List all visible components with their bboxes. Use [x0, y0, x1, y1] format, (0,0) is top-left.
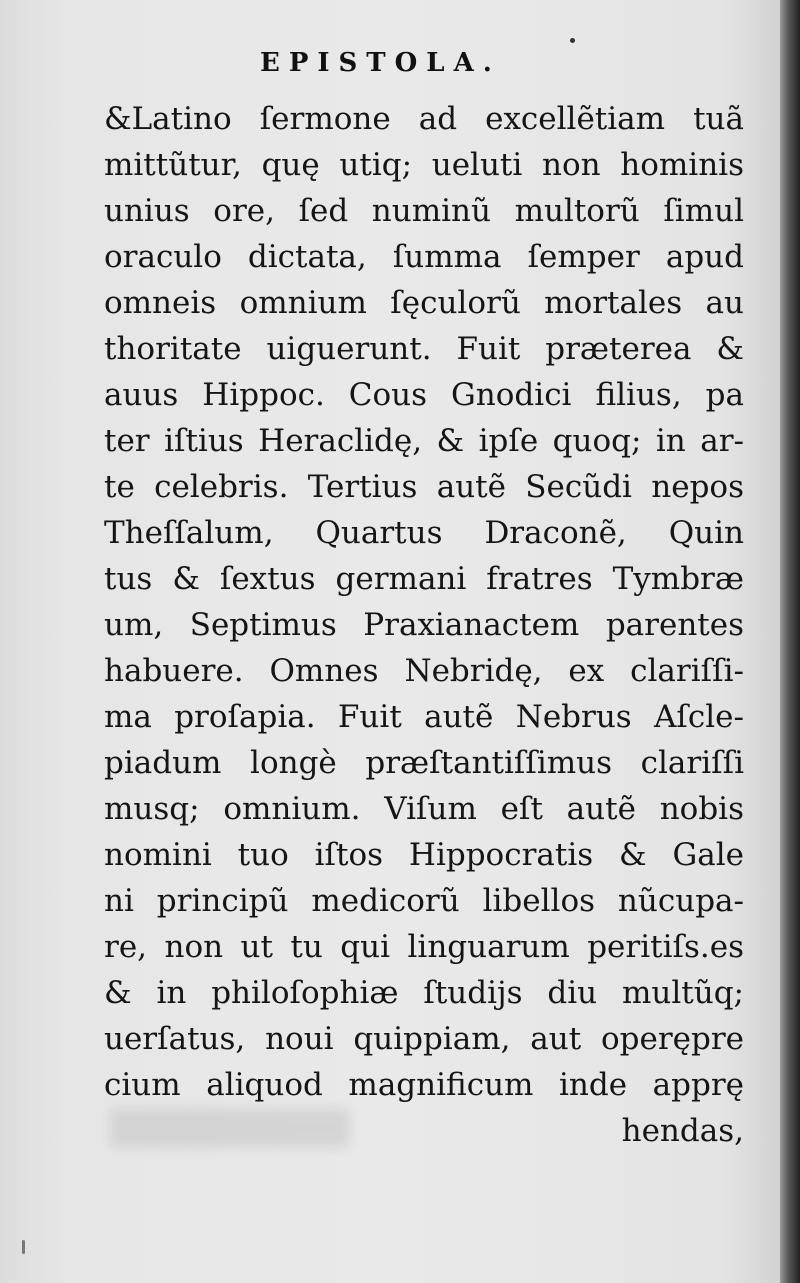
text-line: thoritate uiguerunt. Fuit præterea &	[104, 331, 744, 367]
text-line: cium aliquod magnificum inde apprę	[104, 1067, 744, 1103]
text-line: mittũtur, quę utiq; ueluti non hominis	[104, 147, 744, 183]
paper-mark	[22, 1240, 25, 1254]
text-line: piadum longè præſtantiſſimus clariſſi	[104, 745, 744, 781]
text-line: musq; omnium. Viſum eſt autẽ nobis	[104, 791, 744, 827]
text-line: & in philoſophiæ ſtudijs diu multũq;	[104, 975, 744, 1011]
text-line: nomini tuo iſtos Hippocratis & Gale	[104, 837, 744, 873]
catchword: hendas,	[621, 1113, 744, 1149]
text-line: habuere. Omnes Nebridę, ex clariſſi-	[104, 653, 744, 689]
text-line: re, non ut tu qui linguarum peritiſs.es	[104, 929, 744, 965]
text-line: oraculo dictata, ſumma ſemper apud	[104, 239, 744, 275]
page-edge-shadow	[780, 0, 800, 1283]
body-text	[104, 96, 744, 1154]
text-line: unius ore, ſed numinũ multorũ ſimul	[104, 193, 744, 229]
text-line: ter iſtius Heraclidę, & ipſe quoq; in ar-	[104, 423, 744, 459]
ink-bleed-through	[110, 1108, 350, 1148]
text-line: auus Hippoc. Cous Gnodici filius, pa	[104, 377, 744, 413]
text-line: &Latino ſermone ad excellẽtiam tuã	[104, 101, 744, 137]
text-line: uerſatus, noui quippiam, aut operępre	[104, 1021, 744, 1057]
text-line: ma proſapia. Fuit autẽ Nebrus Aſcle-	[104, 699, 744, 735]
text-line: tus & ſextus germani fratres Tymbræ	[104, 561, 744, 597]
ink-speck	[570, 38, 575, 43]
text-line: te celebris. Tertius autẽ Secũdi nepos	[104, 469, 744, 505]
text-line: ni principũ medicorũ libellos nũcupa-	[104, 883, 744, 919]
text-line: omneis omnium ſęculorũ mortales au	[104, 285, 744, 321]
text-line: Theſſalum, Quartus Draconẽ, Quin	[104, 515, 744, 551]
text-line: um, Septimus Praxianactem parentes	[104, 607, 744, 643]
running-head: EPISTOLA.	[260, 48, 501, 78]
